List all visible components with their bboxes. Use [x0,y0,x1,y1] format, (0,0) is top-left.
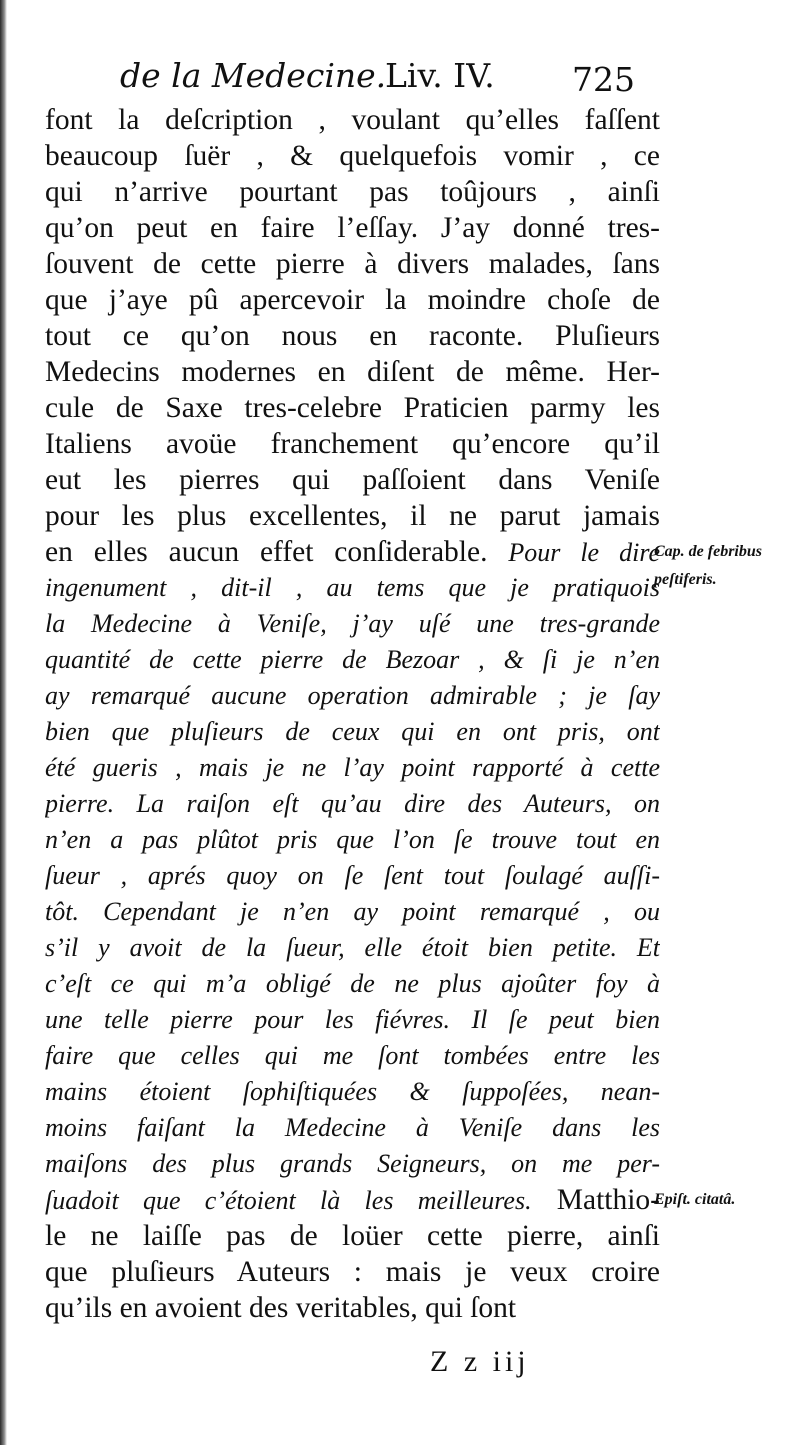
text-line: mains étoient ſophiſtiquées & ſuppoſées, nean- [45,1077,660,1106]
body-text [45,102,660,1326]
text-line: pierre. La raiſon eſt qu’au dire des Auteurs, on [45,789,660,818]
text-line: qui n’arrive pourtant pas toûjours , ainſi [45,176,660,208]
text-line: s’il y avoit de la ſueur, elle étoit bien petite. Et [45,933,660,962]
italic-segment: Pour le dire [508,538,660,567]
text-line: qu’ils en avoient des veritables, qui ſont [45,1292,517,1324]
page-number: 725 [572,60,635,99]
text-line: que j’aye pû apercevoir la moindre choſe de [45,284,660,316]
book-number: Liv. IV. [385,56,495,95]
text-line: qu’on peut en faire l’eſſay. J’ay donné tres- [45,212,660,244]
roman-segment: en elles aucun effet conſiderable. [45,536,488,568]
text-line: la Medecine à Veniſe, j’ay uſé une tres-grande [45,609,660,638]
text-line [45,534,660,570]
text-line: cule de Saxe tres-celebre Praticien parmy les [45,392,660,424]
text-line: ſueur , aprés quoy on ſe ſent tout ſoulagé auſſi- [45,861,660,890]
roman-segment: Matthio- [556,1184,660,1216]
page-edge [0,0,7,1445]
text-line: c’eſt ce qui m’a obligé de ne plus ajoûter foy à [45,969,660,998]
text-line: beaucoup ſuër , & quelquefois vomir , ce [45,140,660,172]
text-line: maiſons des plus grands Seigneurs, on me per- [45,1149,660,1178]
text-line: tout ce qu’on nous en raconte. Pluſieurs [45,320,660,352]
running-title: de la Medecine. [120,56,387,95]
text-line: ay remarqué aucune operation admirable ; je ſay [45,681,660,710]
text-line: moins faiſant la Medecine à Veniſe dans les [45,1113,660,1142]
signature-mark: Z z iij [430,1345,530,1378]
text-line: n’en a pas plûtot pris que l’on ſe trouve tout en [45,825,660,854]
text-line: font la deſcription , voulant qu’elles faſſent [45,104,660,136]
running-head [0,56,660,106]
text-line: ſouvent de cette pierre à divers malades, ſans [45,248,660,280]
text-line: été gueris , mais je ne l’ay point rapporté à cette [45,753,660,782]
text-line: bien que pluſieurs de ceux qui en ont pris, ont [45,717,660,746]
italic-segment: ſuadoit que c’étoient là les meilleures. [45,1186,532,1215]
text-line: que pluſieurs Auteurs : mais je veux croire [45,1256,660,1288]
text-line: ingenument , dit-il , au tems que je pratiquois [45,573,660,602]
text-line: le ne laiſſe pas de loüer cette pierre, ainſi [45,1220,660,1252]
text-line [45,1182,660,1218]
text-line: quantité de cette pierre de Bezoar , & ſi je n’en [45,645,660,674]
text-line: tôt. Cependant je n’en ay point remarqué , ou [45,897,660,926]
margin-note: Epiſt. citatâ. [654,1191,736,1208]
text-line: faire que celles qui me ſont tombées entre les [45,1041,660,1070]
text-line: une telle pierre pour les fiévres. Il ſe peut bien [45,1005,660,1034]
margin-note: Cap. de febribus peſtiferis. [654,543,762,588]
text-line: Italiens avoüe franchement qu’encore qu’il [45,428,660,460]
text-line: Medecins modernes en diſent de même. Her- [45,356,660,388]
text-line: pour les plus excellentes, il ne parut jamais [45,500,660,532]
text-line: eut les pierres qui paſſoient dans Veniſe [45,464,660,496]
